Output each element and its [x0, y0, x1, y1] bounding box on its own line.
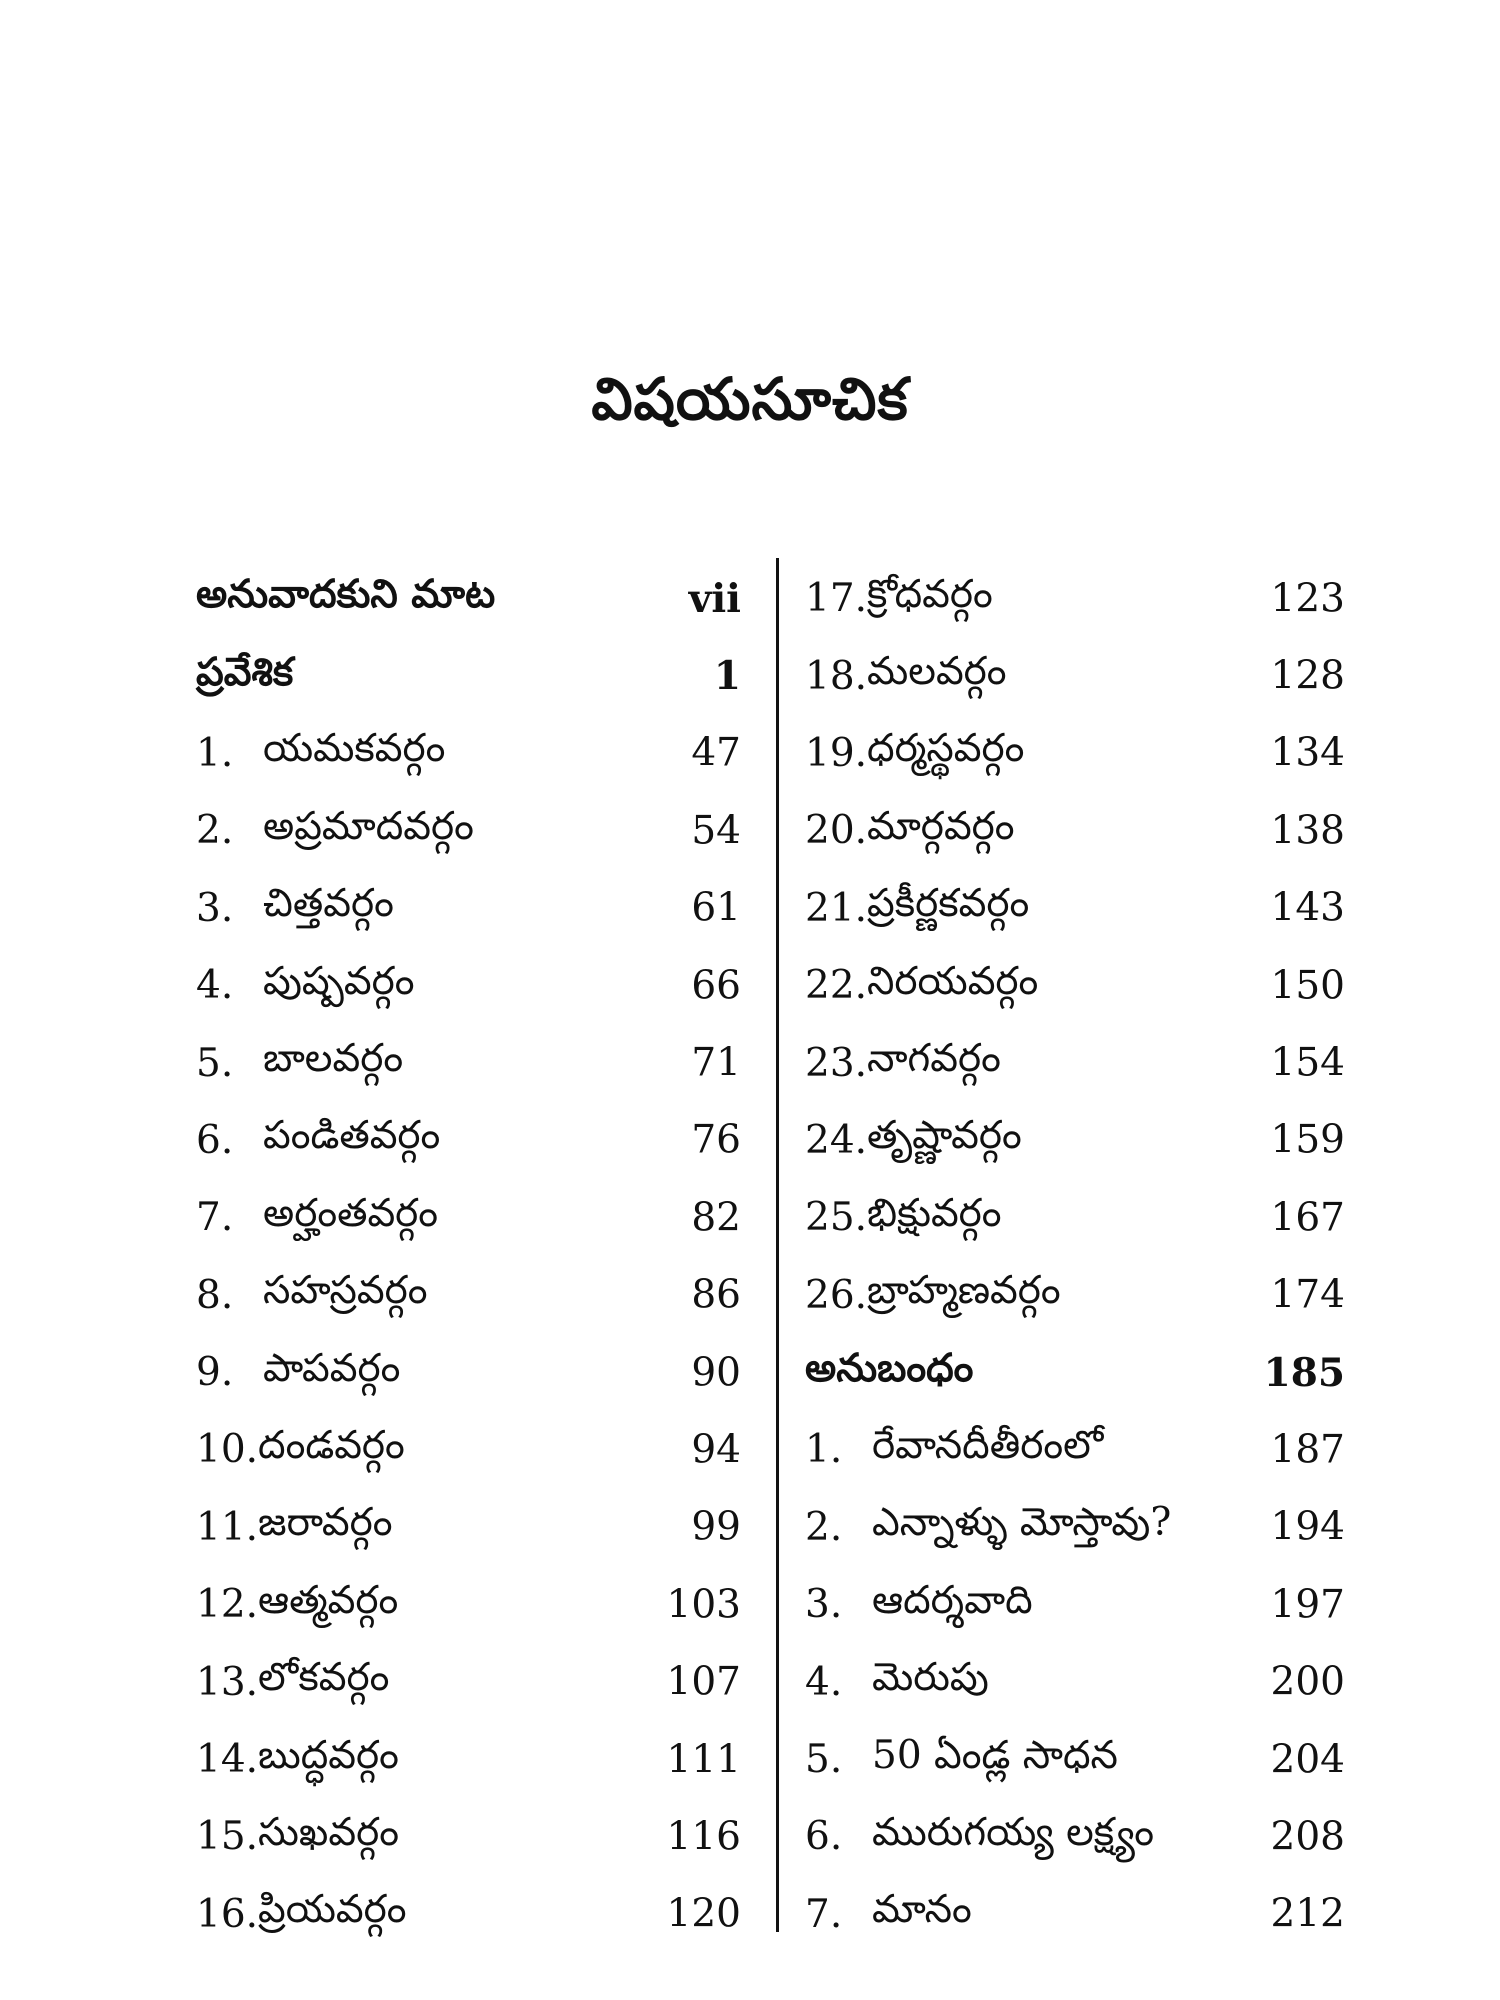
toc-entry-page: 116 [666, 1814, 741, 1860]
toc-entry-title: మలవర్గం [867, 649, 1007, 695]
toc-entry-page: 194 [1270, 1504, 1345, 1550]
toc-entry-number: 13. [196, 1659, 259, 1705]
toc-entry-page: 167 [1270, 1195, 1345, 1241]
toc-entry [196, 1798, 741, 1875]
toc-entry-page: 120 [666, 1891, 741, 1937]
toc-entry [805, 947, 1345, 1024]
toc-entry-page: 212 [1270, 1891, 1345, 1937]
toc-entry [805, 715, 1345, 792]
toc-entry-page: vii [688, 575, 741, 622]
toc-entry [805, 560, 1345, 637]
toc-entry-page: 82 [691, 1195, 741, 1241]
toc-entry [196, 1721, 741, 1798]
column-divider [776, 558, 779, 1932]
toc-entry-number: 20. [805, 808, 868, 854]
toc-entry-title: 50 ఏండ్ల సాధన [872, 1732, 1118, 1778]
toc-entry-title: అనుబంధం [805, 1345, 974, 1392]
toc-entry-page: 99 [691, 1504, 741, 1550]
toc-entry-title: దండవర్గం [258, 1422, 405, 1468]
toc-entry-page: 123 [1270, 576, 1345, 622]
toc-entry-page: 111 [666, 1737, 741, 1783]
toc-entry [805, 1257, 1345, 1334]
toc-entry-page: 185 [1263, 1349, 1345, 1396]
toc-entry-number: 6. [805, 1814, 843, 1860]
toc-entry-page: 103 [666, 1582, 741, 1628]
toc-entry-title: సుఖవర్గం [258, 1809, 399, 1855]
toc-entry [196, 560, 741, 637]
toc-entry-title: మెరుపు [872, 1655, 989, 1701]
toc-entry-page: 90 [691, 1350, 741, 1396]
toc-entry-title: రేవానదీతీరంలో [872, 1422, 1104, 1468]
toc-entry-page: 138 [1270, 808, 1345, 854]
toc-entry [805, 1024, 1345, 1101]
toc-entry-number: 23. [805, 1040, 868, 1086]
toc-entry-title: అప్రమాదవర్గం [263, 803, 474, 849]
toc-entry-title: ఆత్మవర్గం [258, 1577, 399, 1623]
toc-entry-title: యమకవర్గం [263, 726, 446, 772]
toc-entry-title: బాలవర్గం [263, 1036, 404, 1082]
toc-entry-number: 4. [196, 963, 234, 1009]
toc-entry-title: ప్రవేశిక [196, 648, 294, 695]
page-title: విషయసూచిక [591, 365, 909, 433]
toc-entry [196, 1257, 741, 1334]
toc-entry-number: 5. [805, 1737, 843, 1783]
toc-entry-title: సహస్రవర్గం [263, 1268, 428, 1314]
toc-entry [196, 947, 741, 1024]
toc-entry-number: 1. [805, 1427, 843, 1473]
toc-entry-number: 8. [196, 1272, 234, 1318]
toc-entry-page: 66 [691, 963, 741, 1009]
toc-entry-title: భిక్షువర్గం [867, 1190, 1002, 1236]
toc-entry-number: 21. [805, 885, 868, 931]
toc-entry-title: బుద్ధవర్గం [258, 1732, 399, 1778]
toc-entry-page: 86 [691, 1272, 741, 1318]
toc-entry-number: 18. [805, 653, 868, 699]
toc-entry-page: 54 [691, 808, 741, 854]
toc-entry-number: 24. [805, 1117, 868, 1163]
toc-entry-page: 154 [1270, 1040, 1345, 1086]
toc-entry [196, 1334, 741, 1411]
toc-entry [805, 1411, 1345, 1488]
toc-entry [196, 1411, 741, 1488]
toc-entry-title: ఆదర్శవాది [872, 1577, 1033, 1623]
toc-entry-page: 187 [1270, 1427, 1345, 1473]
toc-entry-number: 15. [196, 1814, 259, 1860]
toc-entry [196, 1102, 741, 1179]
toc-entry-page: 94 [691, 1427, 741, 1473]
toc-entry-number: 12. [196, 1582, 259, 1628]
toc-entry-page: 107 [666, 1659, 741, 1705]
toc-entry [196, 1876, 741, 1953]
toc-entry [805, 1721, 1345, 1798]
toc-entry-title: మార్గవర్గం [867, 803, 1015, 849]
toc-entry-page: 174 [1270, 1272, 1345, 1318]
toc-entry-title: పండితవర్గం [263, 1113, 441, 1159]
toc-entry-number: 5. [196, 1040, 234, 1086]
toc-entry-title: ఎన్నాళ్ళు మోస్తావు? [872, 1500, 1172, 1546]
toc-entry-title: మానం [872, 1887, 972, 1933]
toc-entry-number: 7. [805, 1891, 843, 1937]
toc-entry [196, 715, 741, 792]
toc-entry-title: తృష్ణావర్గం [867, 1113, 1022, 1159]
toc-entry-page: 208 [1270, 1814, 1345, 1860]
toc-entry-number: 10. [196, 1427, 259, 1473]
toc-entry-title: జరావర్గం [258, 1500, 393, 1546]
toc-entry-number: 7. [196, 1195, 234, 1241]
toc-entry-page: 159 [1270, 1117, 1345, 1163]
toc-entry-title: బ్రాహ్మణవర్గం [867, 1268, 1061, 1314]
toc-entry [196, 637, 741, 714]
toc-entry-page: 128 [1270, 653, 1345, 699]
toc-entry [196, 1643, 741, 1720]
toc-entry [805, 1179, 1345, 1256]
toc-entry-title: అర్హంతవర్గం [263, 1190, 439, 1236]
toc-left-column [196, 560, 741, 1953]
toc-entry-title: లోకవర్గం [258, 1655, 390, 1701]
toc-entry-number: 3. [805, 1582, 843, 1628]
toc-entry-page: 197 [1270, 1582, 1345, 1628]
toc-right-column [805, 560, 1345, 1953]
toc-entry-number: 25. [805, 1195, 868, 1241]
toc-entry-number: 4. [805, 1659, 843, 1705]
toc-entry-title: మురుగయ్య లక్ష్యం [872, 1809, 1155, 1855]
toc-entry-number: 17. [805, 576, 868, 622]
toc-entry [805, 1798, 1345, 1875]
toc-entry-number: 16. [196, 1891, 259, 1937]
toc-entry-number: 2. [805, 1504, 843, 1550]
toc-entry [805, 1566, 1345, 1643]
toc-entry-title: ప్రియవర్గం [258, 1887, 407, 1933]
toc-entry [196, 1489, 741, 1566]
toc-entry-title: ధర్మస్థవర్గం [867, 726, 1025, 772]
toc-entry [196, 1179, 741, 1256]
toc-entry [196, 1566, 741, 1643]
toc-entry-page: 47 [691, 730, 741, 776]
toc-entry-number: 26. [805, 1272, 868, 1318]
toc-entry-number: 3. [196, 885, 234, 931]
toc-entry-title: నాగవర్గం [867, 1036, 1001, 1082]
toc-entry [805, 1489, 1345, 1566]
toc-entry-page: 200 [1270, 1659, 1345, 1705]
toc-entry-title: అనువాదకుని మాట [196, 571, 496, 618]
toc-entry [805, 870, 1345, 947]
toc-entry-page: 150 [1270, 963, 1345, 1009]
toc-entry-title: చిత్తవర్గం [263, 881, 394, 927]
toc-entry [805, 637, 1345, 714]
toc-entry-number: 2. [196, 808, 234, 854]
toc-entry [805, 792, 1345, 869]
toc-entry-number: 14. [196, 1737, 259, 1783]
toc-entry-number: 9. [196, 1350, 234, 1396]
toc-entry-page: 76 [691, 1117, 741, 1163]
toc-entry [805, 1102, 1345, 1179]
toc-entry [805, 1876, 1345, 1953]
toc-entry-title: పాపవర్గం [263, 1345, 401, 1391]
toc-entry-number: 1. [196, 730, 234, 776]
toc-entry-title: పుష్పవర్గం [263, 958, 415, 1004]
toc-entry-title: ప్రకీర్ణకవర్గం [867, 881, 1030, 927]
toc-entry [805, 1334, 1345, 1411]
toc-entry-page: 143 [1270, 885, 1345, 931]
toc-entry-page: 204 [1270, 1737, 1345, 1783]
toc-entry [196, 792, 741, 869]
toc-entry-page: 71 [691, 1040, 741, 1086]
toc-entry-number: 22. [805, 963, 868, 1009]
toc-entry-number: 6. [196, 1117, 234, 1163]
toc-entry [196, 1024, 741, 1101]
toc-entry-title: నిరయవర్గం [867, 958, 1039, 1004]
toc-entry-page: 1 [713, 653, 741, 700]
toc-entry-page: 61 [691, 885, 741, 931]
toc-entry [805, 1643, 1345, 1720]
toc-entry-title: క్రోధవర్గం [867, 571, 993, 617]
toc-entry-number: 11. [196, 1504, 259, 1550]
toc-entry [196, 870, 741, 947]
toc-entry-number: 19. [805, 730, 868, 776]
toc-entry-page: 134 [1270, 730, 1345, 776]
